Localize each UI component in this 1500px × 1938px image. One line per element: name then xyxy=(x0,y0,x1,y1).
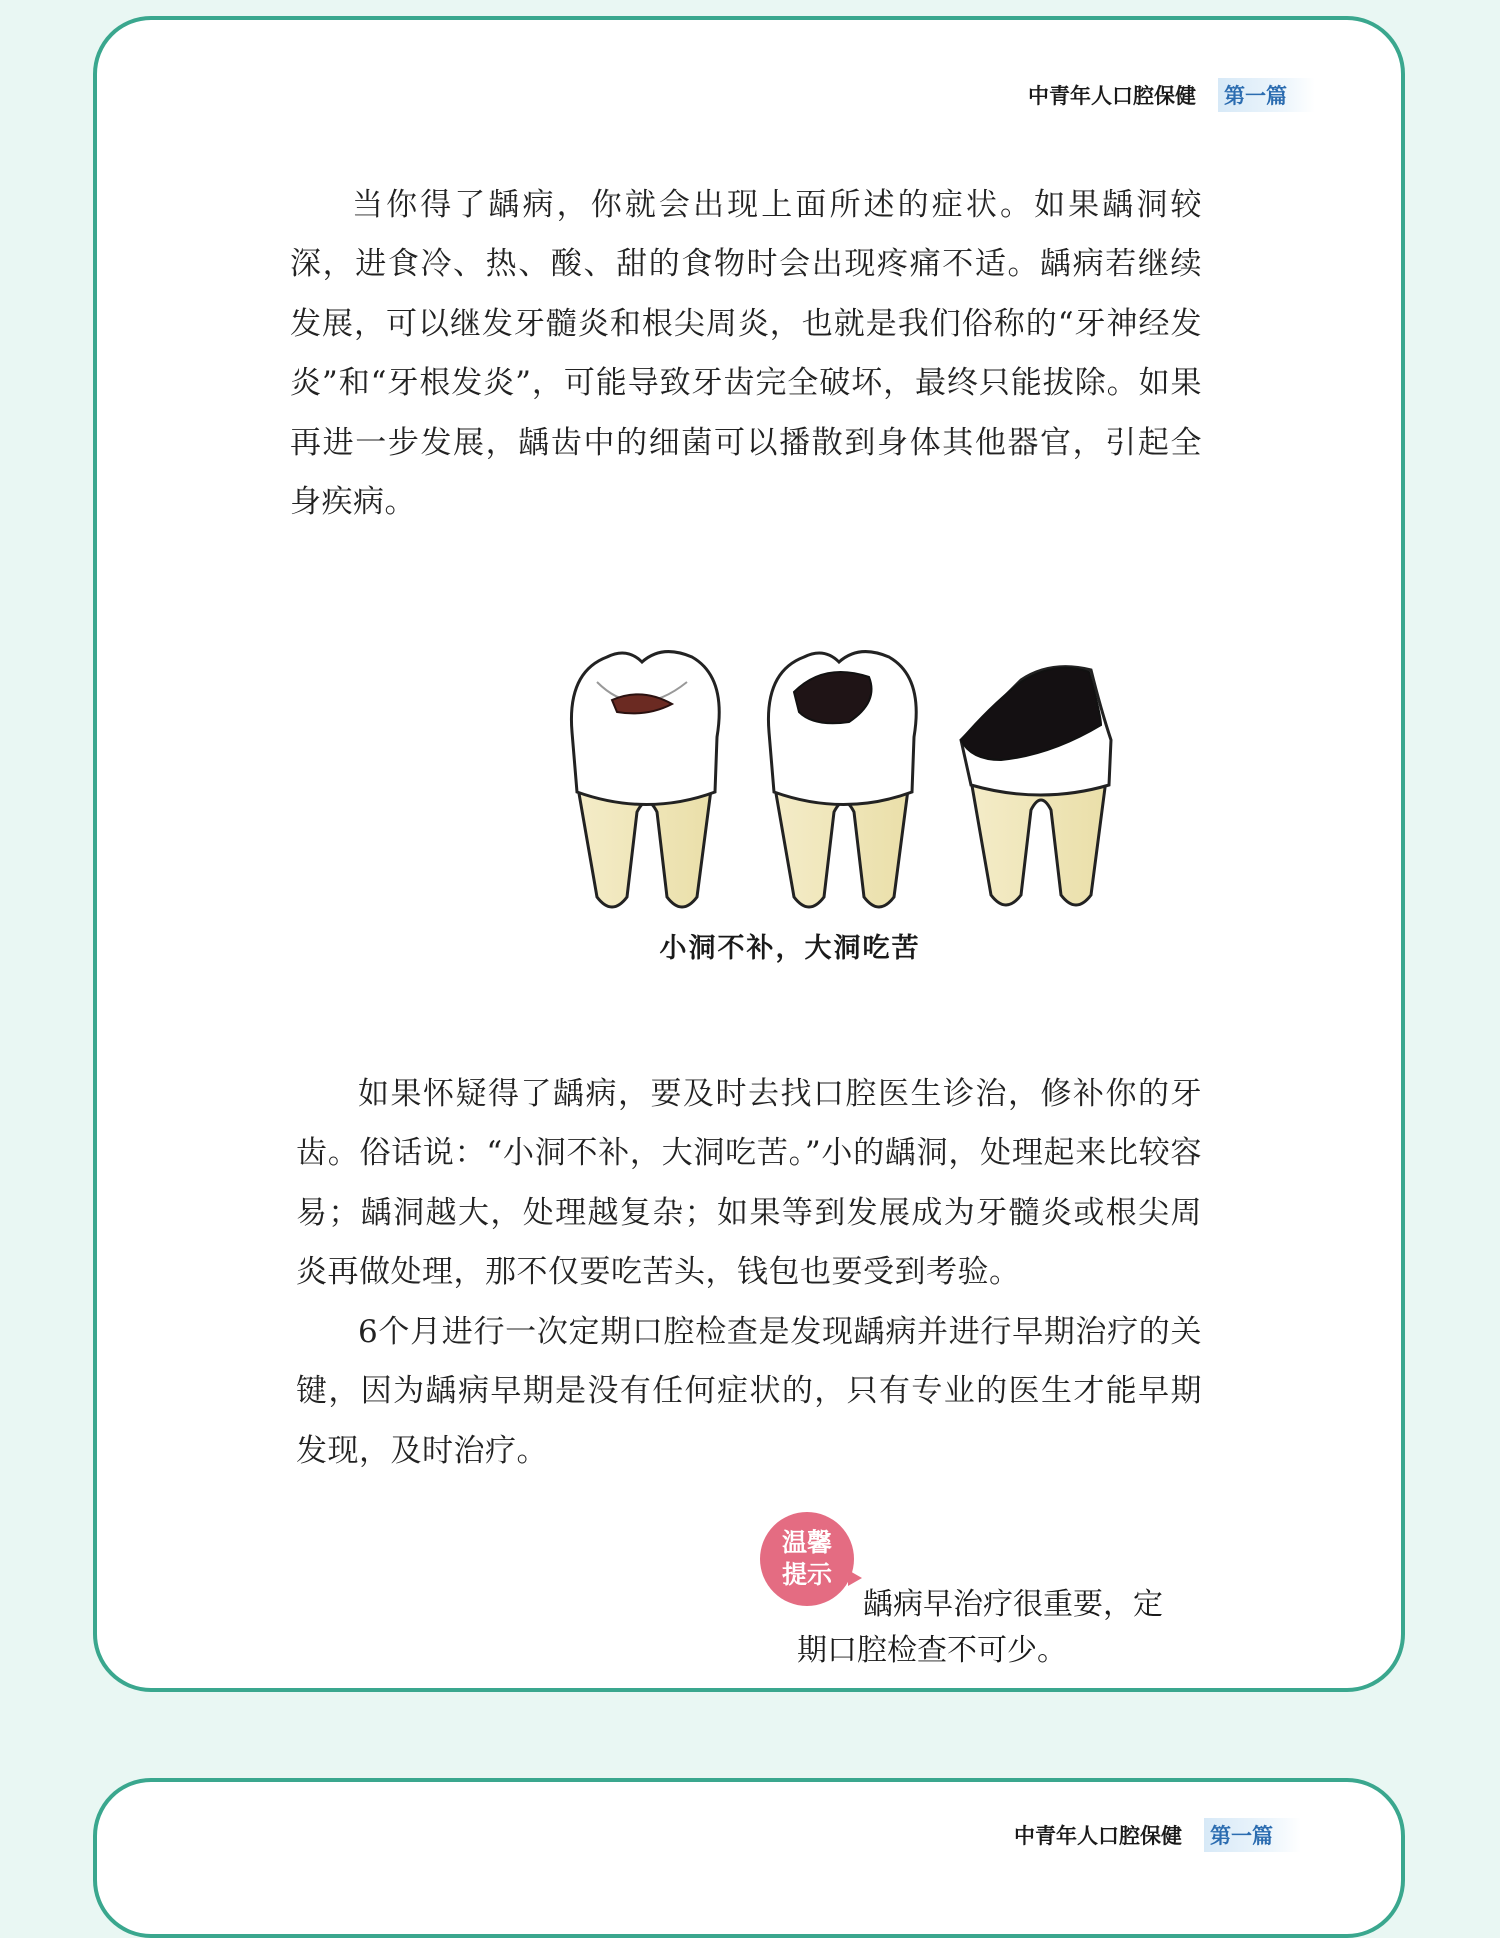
book-title: 中青年人口腔保健 xyxy=(1028,84,1196,108)
teeth-drawing xyxy=(467,630,1113,920)
tooth-large-cavity xyxy=(961,667,1111,905)
tip-text: 龋病早治疗很重要，定期口腔检查不可少。 xyxy=(797,1587,1163,1668)
next-page-card xyxy=(93,1778,1405,1938)
tooth-decay-illustration xyxy=(467,630,1147,980)
page-card xyxy=(93,16,1405,1692)
part-label: 第一篇 xyxy=(1218,78,1315,112)
paragraph: 当你得了龋病，你就会出现上面所述的症状。如果龋洞较深，进食冷、热、酸、甜的食物时会出现疼痛不适。龋病若继续发展，可以继发牙髓炎和根尖周炎，也就是我们俗称的“牙神经发炎”和“牙根发炎”，可能导致牙齿完全破坏，最终只能拔除。如果再进一步发展，龋齿中的细菌可以播散到身体其他器官，引起全身疾病。 xyxy=(290,187,1202,521)
figure-caption: 小洞不补，大洞吃苦 xyxy=(659,933,921,964)
running-head xyxy=(1014,1818,1301,1852)
running-head xyxy=(1028,78,1315,112)
tip-badge-line: 温馨 xyxy=(781,1528,832,1557)
paragraph: 6个月进行一次定期口腔检查是发现龋病并进行早期治疗的关键，因为龋病早期是没有任何症状的，只有专业的医生才能早期发现，及时治疗。 xyxy=(296,1314,1202,1469)
tooth-medium-cavity xyxy=(768,652,916,907)
part-label: 第一篇 xyxy=(1204,1818,1301,1852)
tip-badge-line: 提示 xyxy=(781,1560,832,1589)
book-title: 中青年人口腔保健 xyxy=(1014,1824,1182,1848)
paragraph: 如果怀疑得了龋病，要及时去找口腔医生诊治，修补你的牙齿。俗话说：“小洞不补，大洞吃苦。”小的龋洞，处理起来比较容易；龋洞越大，处理越复杂；如果等到发展成为牙髓炎或根尖周炎再做处理，那不仅要吃苦头，钱包也要受到考验。 xyxy=(296,1076,1202,1291)
tooth-small-cavity xyxy=(571,652,719,907)
